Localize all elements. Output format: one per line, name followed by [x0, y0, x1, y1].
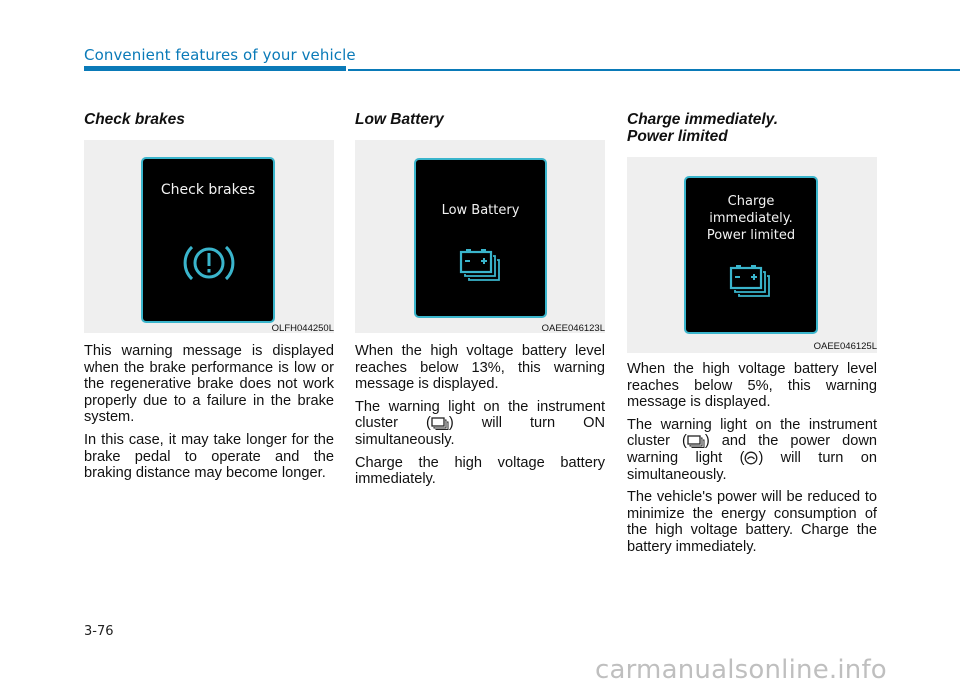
paragraph: Charge the high voltage battery immediately. [355, 454, 605, 488]
watermark: carmanualsonline.info [595, 655, 887, 685]
battery-warning-inline-icon [431, 416, 449, 430]
cluster-screen [684, 176, 818, 334]
paragraph: When the high voltage battery level reaches below 5%, this warning message is displayed. [627, 361, 877, 411]
screen-message: Check brakes [160, 182, 256, 198]
section-title: Charge immediately. Power limited [627, 111, 779, 145]
cluster-screen [414, 158, 547, 318]
section-title: Low Battery [355, 111, 444, 128]
paragraph: This warning message is displayed when the brake performance is low or the regenerative brake does not work properly due to a failure in the brake system. [84, 343, 334, 426]
paragraph: The warning light on the instrument cluster ( ) will turn ON simultaneously. [355, 398, 605, 448]
section-body [627, 361, 877, 562]
battery-warning-icon [728, 264, 774, 300]
brake-warning-icon [180, 241, 238, 285]
section-body [84, 343, 334, 488]
screen-message: Charge immediately. Power limited [706, 194, 796, 243]
power-down-warning-icon [744, 451, 758, 465]
header-rule [348, 69, 960, 71]
figure-code: OLFH044250L [271, 323, 334, 334]
cluster-screen [141, 157, 275, 323]
paragraph: In this case, it may take longer for the brake pedal to operate and the braking distance may become longer. [84, 431, 334, 482]
section-title: Check brakes [84, 111, 185, 128]
battery-warning-inline-icon [687, 434, 705, 448]
figure-code: OAEE046125L [813, 341, 877, 352]
header-section-title: Convenient features of your vehicle [84, 46, 356, 64]
paragraph: When the high voltage battery level reaches below 13%, this warning message is displayed. [355, 343, 605, 393]
figure-charge-immediately [627, 157, 877, 353]
paragraph: The warning light on the instrument cluster ( ) and the power down warning light ( ) will turn on simultaneously. [627, 416, 877, 483]
paragraph: The vehicle's power will be reduced to minimize the energy consumption of the high voltage battery. Charge the battery immediately. [627, 489, 877, 555]
figure-check-brakes [84, 140, 334, 333]
page-number: 3-76 [84, 624, 114, 639]
screen-message: Low Battery [441, 203, 520, 218]
header-accent-bar [84, 66, 346, 71]
battery-warning-icon [458, 248, 504, 284]
figure-low-battery [355, 140, 605, 333]
section-body [355, 343, 605, 494]
figure-code: OAEE046123L [541, 323, 605, 334]
